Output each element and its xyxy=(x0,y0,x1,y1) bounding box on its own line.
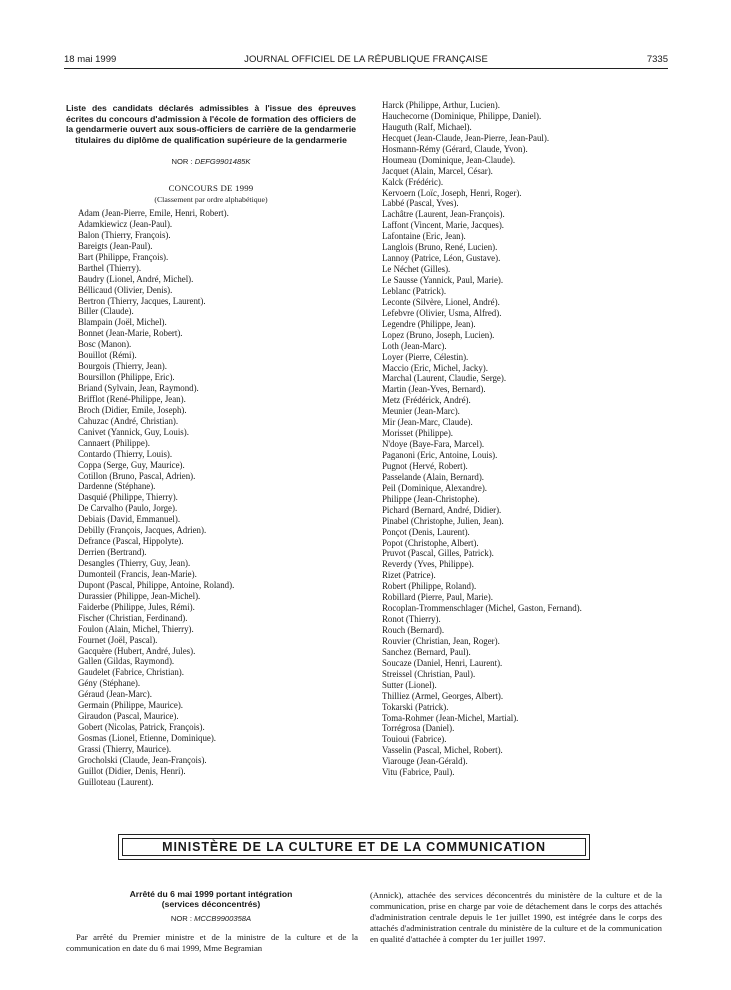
candidate-name: Bareigts (Jean-Paul). xyxy=(78,240,153,251)
arrete-title-line2: (services déconcentrés) xyxy=(161,899,261,910)
candidate-name: Gobert (Nicolas, Patrick, François). xyxy=(78,722,205,733)
candidate-name: Gaudelet (Fabrice, Christian). xyxy=(78,667,184,678)
candidate-name: Leblanc (Patrick). xyxy=(382,285,447,296)
candidate-name: Géraud (Jean-Marc). xyxy=(78,689,152,700)
candidates-list-left xyxy=(78,208,234,788)
candidate-name: Béllicaud (Olivier, Denis). xyxy=(78,284,173,295)
candidate-name: Loyer (Pierre, Célestin). xyxy=(382,351,469,362)
candidate-name: Peil (Dominique, Alexandre). xyxy=(382,482,487,493)
candidate-name: Broch (Didier, Emile, Joseph). xyxy=(78,404,187,415)
ministry-heading-inner-frame xyxy=(122,838,586,856)
candidates-list-right xyxy=(382,100,582,778)
candidate-name: Gény (Stéphane). xyxy=(78,678,141,689)
candidate-name: Hauguth (Ralf, Michael). xyxy=(382,121,472,132)
candidate-name: Cannaert (Philippe). xyxy=(78,437,150,448)
candidate-name: Guillot (Didier, Denis, Henri). xyxy=(78,765,186,776)
candidate-name: Grocholski (Claude, Jean-François). xyxy=(78,754,207,765)
candidate-name: Desangles (Thierry, Guy, Jean). xyxy=(78,558,191,568)
candidate-name: Ponçot (Denis, Laurent). xyxy=(382,526,470,537)
candidate-name: Bourgois (Thierry, Jean). xyxy=(78,361,167,372)
journal-title: JOURNAL OFFICIEL DE LA RÉPUBLIQUE FRANÇAISE xyxy=(244,54,488,65)
candidate-name: Morisset (Philippe). xyxy=(382,428,453,439)
candidate-name: Reverdy (Yves, Philippe). xyxy=(382,559,474,570)
candidate-name: Dupont (Pascal, Philippe, Antoine, Roland). xyxy=(78,579,235,590)
candidate-name: Bertron (Thierry, Jacques, Laurent). xyxy=(78,295,206,306)
candidate-name: Labbé (Pascal, Yves). xyxy=(382,198,459,209)
arrete-title-line1: Arrêté du 6 mai 1999 portant intégration xyxy=(129,889,293,899)
candidate-name: Pugnot (Hervé, Robert). xyxy=(382,460,468,471)
candidate-name: Gallen (Gildas, Raymond). xyxy=(78,656,175,667)
candidate-name: Bart (Philippe, François). xyxy=(78,251,169,262)
candidate-name: Jacquet (Alain, Marcel, César). xyxy=(382,165,493,176)
candidate-name: Toma-Rohmer (Jean-Michel, Martial). xyxy=(382,712,519,723)
candidate-name: Debilly (François, Jacques, Adrien). xyxy=(78,525,207,536)
nor-reference xyxy=(66,157,356,166)
candidate-name: Coppa (Serge, Guy, Maurice). xyxy=(78,459,185,470)
candidate-name: Grassi (Thierry, Maurice). xyxy=(78,743,172,754)
candidate-name: Vasselin (Pascal, Michel, Robert). xyxy=(382,745,503,756)
candidate-name: Debiais (David, Emmanuel). xyxy=(78,514,181,525)
candidate-name: Langlois (Bruno, René, Lucien). xyxy=(382,242,498,253)
candidate-name: Legendre (Philippe, Jean). xyxy=(382,318,476,329)
arrete-title xyxy=(66,889,356,910)
candidate-name: Marchal (Laurent, Claudie, Serge). xyxy=(382,373,507,384)
candidate-name: Loth (Jean-Marc). xyxy=(382,340,447,351)
candidate-name: Durassier (Philippe, Jean-Michel). xyxy=(78,590,201,601)
candidate-name: Barthel (Thierry). xyxy=(78,262,142,273)
candidate-name: Touioui (Fabrice). xyxy=(382,734,447,745)
candidate-name: Lafontaine (Eric, Jean). xyxy=(382,231,466,242)
candidate-name: Faiderbe (Philippe, Jules, Rémi). xyxy=(78,601,195,612)
arrete-nor-reference xyxy=(66,914,356,923)
candidate-name: Balon (Thierry, François). xyxy=(78,229,171,240)
candidate-name: Baudry (Lionel, André, Michel). xyxy=(78,273,194,284)
candidate-name: Harck (Philippe, Arthur, Lucien). xyxy=(382,100,500,110)
candidate-name: Bouillot (Rémi). xyxy=(78,350,137,361)
candidate-name: Adam (Jean-Pierre, Emile, Henri, Robert). xyxy=(78,208,229,218)
candidate-name: Metz (Frédérick, André). xyxy=(382,395,471,406)
candidate-name: Sanchez (Bernard, Paul). xyxy=(382,646,471,657)
candidate-name: Brifflot (René-Philippe, Jean). xyxy=(78,393,186,404)
candidate-name: Guilloteau (Laurent). xyxy=(78,776,154,787)
candidate-name: Canivet (Yannick, Guy, Louis). xyxy=(78,426,189,437)
concours-heading: CONCOURS DE 1999 xyxy=(168,183,254,193)
candidate-name: Dumonteil (Francis, Jean-Marie). xyxy=(78,568,197,579)
candidate-name: N'doye (Baye-Fara, Marcel). xyxy=(382,439,485,450)
candidate-name: De Carvalho (Paulo, Jorge). xyxy=(78,503,178,514)
candidate-name: Fournet (Joël, Pascal). xyxy=(78,634,158,645)
candidate-name: Sutter (Lionel). xyxy=(382,679,437,690)
candidate-name: Lachâtre (Laurent, Jean-François). xyxy=(382,209,505,220)
candidate-name: Philippe (Jean-Christophe). xyxy=(382,493,480,504)
candidate-name: Lefebvre (Olivier, Usma, Alfred). xyxy=(382,307,502,318)
candidate-name: Pichard (Bernard, André, Didier). xyxy=(382,504,502,515)
candidate-name: Hosmann-Rémy (Gérard, Claude, Yvon). xyxy=(382,143,528,154)
candidate-name: Hauchecorne (Dominique, Philippe, Daniel). xyxy=(382,110,542,121)
nor-label: NOR : xyxy=(171,157,195,166)
candidate-name: Pinabel (Christophe, Julien, Jean). xyxy=(382,515,504,526)
candidate-name: Gacquère (Hubert, André, Jules). xyxy=(78,645,196,656)
candidate-name: Streissel (Christian, Paul). xyxy=(382,668,476,679)
candidate-name: Houmeau (Dominique, Jean-Claude). xyxy=(382,154,516,165)
candidate-name: Kervoern (Loïc, Joseph, Henri, Roger). xyxy=(382,187,522,198)
candidate-name: Bonnet (Jean-Marie, Robert). xyxy=(78,328,183,339)
candidate-name: Le Sausse (Yannick, Paul, Marie). xyxy=(382,275,504,285)
candidate-name: Maccio (Eric, Michel, Jacky). xyxy=(382,362,488,373)
candidate-name: Dasquié (Philippe, Thierry). xyxy=(78,492,178,503)
candidate-name: Thilliez (Armel, Georges, Albert). xyxy=(382,690,504,701)
candidate-name: Gosmas (Lionel, Etienne, Dominique). xyxy=(78,733,217,743)
nor-code: DEFG9901485K xyxy=(194,157,251,166)
candidate-name: Pruvot (Pascal, Gilles, Patrick). xyxy=(382,548,494,559)
candidate-name: Ronot (Thierry). xyxy=(382,614,441,625)
page-header xyxy=(64,54,668,68)
candidate-name: Briand (Sylvain, Jean, Raymond). xyxy=(78,383,199,393)
candidate-name: Viarouge (Jean-Gérald). xyxy=(382,756,468,767)
candidate-name: Hecquet (Jean-Claude, Jean-Pierre, Jean-Paul). xyxy=(382,132,550,143)
candidate-name: Torrégrosa (Daniel). xyxy=(382,723,455,734)
candidate-name: Cotillon (Bruno, Pascal, Adrien). xyxy=(78,470,196,481)
candidate-name: Martin (Jean-Yves, Bernard). xyxy=(382,384,486,395)
candidate-name: Contardo (Thierry, Louis). xyxy=(78,448,173,459)
candidate-name: Giraudon (Pascal, Maurice). xyxy=(78,711,179,722)
candidate-name: Bosc (Manon). xyxy=(78,339,132,350)
candidate-name: Foulon (Alain, Michel, Thierry). xyxy=(78,623,194,634)
candidate-name: Laffont (Vincent, Marie, Jacques). xyxy=(382,220,505,231)
candidate-name: Rouch (Bernard). xyxy=(382,625,445,635)
ministry-heading-box xyxy=(118,834,590,860)
candidate-name: Popot (Christophe, Albert). xyxy=(382,537,479,548)
candidate-name: Fischer (Christian, Ferdinand). xyxy=(78,612,188,623)
candidate-name: Lopez (Bruno, Joseph, Lucien). xyxy=(382,329,495,340)
candidate-name: Rouvier (Christian, Jean, Roger). xyxy=(382,635,500,646)
candidate-name: Rocoplan-Trommenschlager (Michel, Gaston, Fernand). xyxy=(382,603,582,614)
candidate-name: Tokarski (Patrick). xyxy=(382,701,449,712)
candidate-name: Mir (Jean-Marc, Claude). xyxy=(382,417,473,428)
candidate-name: Leconte (Silvère, Lionel, André). xyxy=(382,296,500,307)
candidate-name: Robert (Philippe, Roland). xyxy=(382,581,477,592)
candidate-name: Rizet (Patrice). xyxy=(382,570,436,581)
candidate-name: Blampain (Joël, Michel). xyxy=(78,317,167,328)
list-title: Liste des candidats déclarés admissibles à l'issue des épreuves écrites du concours d'admission à l'école de formation des officiers de la gendarmerie ouvert aux sous-officiers de carrière de la gendarmerie titulaires du diplôme de qualification supérieure de la gendarmerie xyxy=(66,103,356,145)
candidate-name: Robillard (Pierre, Paul, Marie). xyxy=(382,592,493,603)
candidate-name: Meunier (Jean-Marc). xyxy=(382,406,460,417)
candidate-name: Boursillon (Philippe, Eric). xyxy=(78,372,175,383)
candidate-name: Kalck (Frédéric). xyxy=(382,176,444,187)
ministry-heading: MINISTÈRE DE LA CULTURE ET DE LA COMMUNICATION xyxy=(162,840,546,854)
candidate-name: Cahuzac (André, Christian). xyxy=(78,415,179,426)
candidate-name: Soucaze (Daniel, Henri, Laurent). xyxy=(382,657,503,668)
candidate-name: Germain (Philippe, Maurice). xyxy=(78,700,183,711)
arrete-body-left: Par arrêté du Premier ministre et de la ministre de la culture et de la communication en date du 6 mai 1999, Mme Begramian xyxy=(66,932,358,953)
header-date: 18 mai 1999 xyxy=(64,54,117,65)
candidate-name: Adamkiewicz (Jean-Paul). xyxy=(78,218,173,229)
candidate-name: Biller (Claude). xyxy=(78,306,134,317)
candidate-name: Derrien (Bertrand). xyxy=(78,547,147,558)
candidate-name: Lannoy (Patrice, Léon, Gustave). xyxy=(382,253,501,264)
arrete-body-right: (Annick), attachée des services déconcentrés du ministère de la culture et de la communication, prise en charge par voie de détachement dans le corps des attachés d'administration centrale depuis le 1er juillet 1990, est intégrée dans le corps des attachés d'administration centrale du ministère de la culture et de la communication en qualité d'attachée à compter du 1er juillet 1997. xyxy=(370,890,662,944)
header-rule xyxy=(64,68,668,69)
classement-note: (Classement par ordre alphabétique) xyxy=(154,195,268,204)
candidate-name: Paganoni (Eric, Antoine, Louis). xyxy=(382,450,498,460)
arrete-nor-code: MCCB9900358A xyxy=(194,914,252,923)
candidate-name: Le Néchet (Gilles). xyxy=(382,264,451,275)
candidate-name: Defrance (Pascal, Hippolyte). xyxy=(78,536,184,547)
arrete-nor-label: NOR : xyxy=(170,914,195,923)
candidate-name: Dardenne (Stéphane). xyxy=(78,481,156,492)
candidate-name: Vitu (Fabrice, Paul). xyxy=(382,767,455,778)
candidate-name: Passelande (Alain, Bernard). xyxy=(382,471,485,482)
page-number: 7335 xyxy=(646,54,668,65)
